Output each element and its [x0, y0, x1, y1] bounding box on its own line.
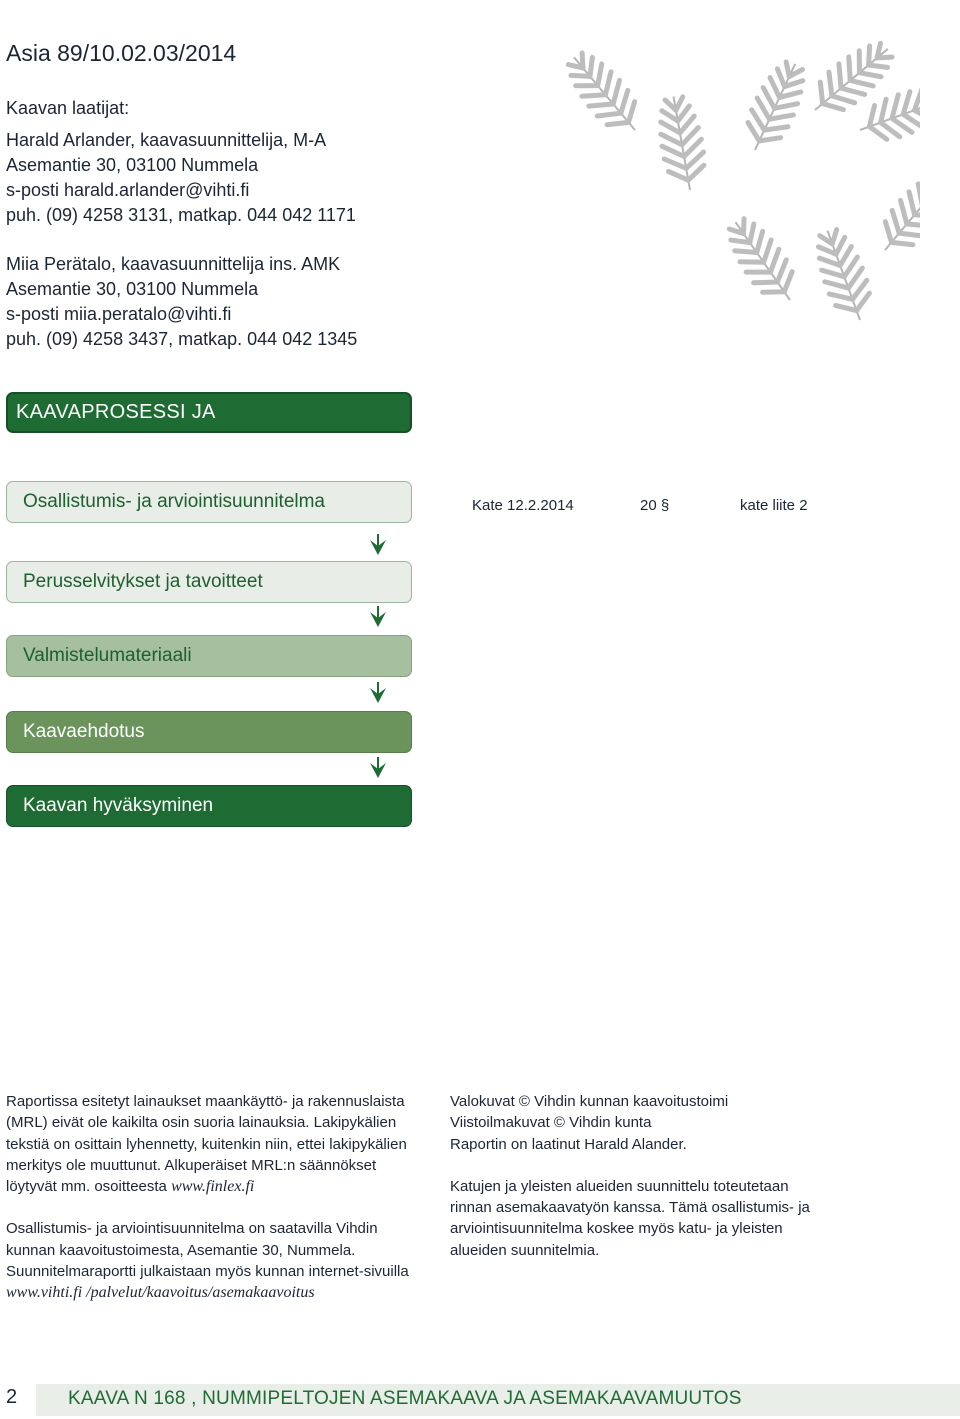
- planner2-email: s-posti miia.peratalo@vihti.fi: [6, 304, 232, 324]
- authors-heading: Kaavan laatijat:: [6, 98, 130, 118]
- arrow-down-icon: [369, 682, 387, 704]
- mrl-note-text: Raportissa esitetyt lainaukset maankäyttö- ja rakennuslaista (MRL) eivät ole kaikilta osin suoria lainauksia. Lakipykälien tekstiä on osittain lyhennetty, kuitenkin niin, ettei lakipykälien merkitys ole muuttunut. Alkuperäiset MRL:n säännökset löytyvät mm. osoitteesta: [6, 1093, 407, 1196]
- planner2-name: Miia Perätalo, kaavasuunnittelija ins. AMK: [6, 254, 341, 274]
- step-background-studies: Perusselvitykset ja tavoitteet: [6, 561, 412, 603]
- step-participation-plan: Osallistumis- ja arviointisuunnitelma: [6, 481, 412, 523]
- street-planning-note: Katujen ja yleisten alueiden suunnittelu toteutetaan rinnan asemakaavatyön kanssa. Tämä osallistumis- ja arviointisuunnitelma koskee myös katu- ja yleisten alueiden suunnitelmia.: [450, 1177, 810, 1259]
- planner2-phone: puh. (09) 4258 3437, matkap. 044 042 1345: [6, 329, 358, 349]
- document-id: Asia 89/10.02.03/2014: [6, 40, 237, 66]
- arrow-down-icon: [369, 606, 387, 628]
- step1-section: 20 §: [640, 497, 670, 514]
- notes-left-column: [6, 1091, 426, 1325]
- step-plan-approval: Kaavan hyväksyminen: [6, 785, 412, 827]
- step-plan-proposal: Kaavaehdotus: [6, 711, 412, 753]
- step-draft-material: Valmistelumateriaali: [6, 635, 412, 677]
- availability-note: [6, 1218, 426, 1303]
- mrl-note: [6, 1091, 426, 1197]
- planner2-address: Asemantie 30, 03100 Nummela: [6, 279, 259, 299]
- arrow-down-icon: [369, 757, 387, 779]
- aerial-photo-credit: Viistoilmakuvat © Vihdin kunta: [450, 1114, 652, 1132]
- credits: [450, 1091, 840, 1155]
- vihti-link[interactable]: www.vihti.fi /palvelut/kaavoitus/asemakaavoitus: [6, 1284, 315, 1302]
- decorative-leaves-image: [540, 0, 920, 345]
- planner1-phone: puh. (09) 4258 3131, matkap. 044 042 1171: [6, 205, 356, 225]
- planner1-email: s-posti harald.arlander@vihti.fi: [6, 180, 250, 200]
- planner2-block: [6, 252, 357, 352]
- step1-attachment: kate liite 2: [740, 497, 808, 514]
- footer-title: KAAVA N 168 , NUMMIPELTOJEN ASEMAKAAVA JA ASEMAKAAVAMUUTOS: [68, 1388, 742, 1409]
- planner1-block: [6, 128, 356, 228]
- photo-credit: Valokuvat © Vihdin kunnan kaavoitustoimi: [450, 1093, 729, 1110]
- step1-kate-date: Kate 12.2.2014: [472, 497, 574, 514]
- report-author: Raportin on laatinut Harald Alander.: [450, 1135, 687, 1153]
- planner1-name: Harald Arlander, kaavasuunnittelija, M-A: [6, 130, 327, 150]
- page-number: 2: [6, 1386, 18, 1408]
- planner1-address: Asemantie 30, 03100 Nummela: [6, 155, 259, 175]
- availability-note-text: Osallistumis- ja arviointisuunnitelma on saatavilla Vihdin kunnan kaavoitustoimesta, Asemantie 30, Nummela. Suunnitelmaraportti julkaistaan myös kunnan internet-sivuilla: [6, 1220, 409, 1281]
- notes-right-column: [450, 1091, 840, 1282]
- arrow-down-icon: [369, 534, 387, 556]
- finlex-link[interactable]: www.finlex.fi: [171, 1178, 255, 1196]
- process-heading: KAAVAPROSESSI JA KÄSITTELYVAIHEET:: [6, 392, 412, 433]
